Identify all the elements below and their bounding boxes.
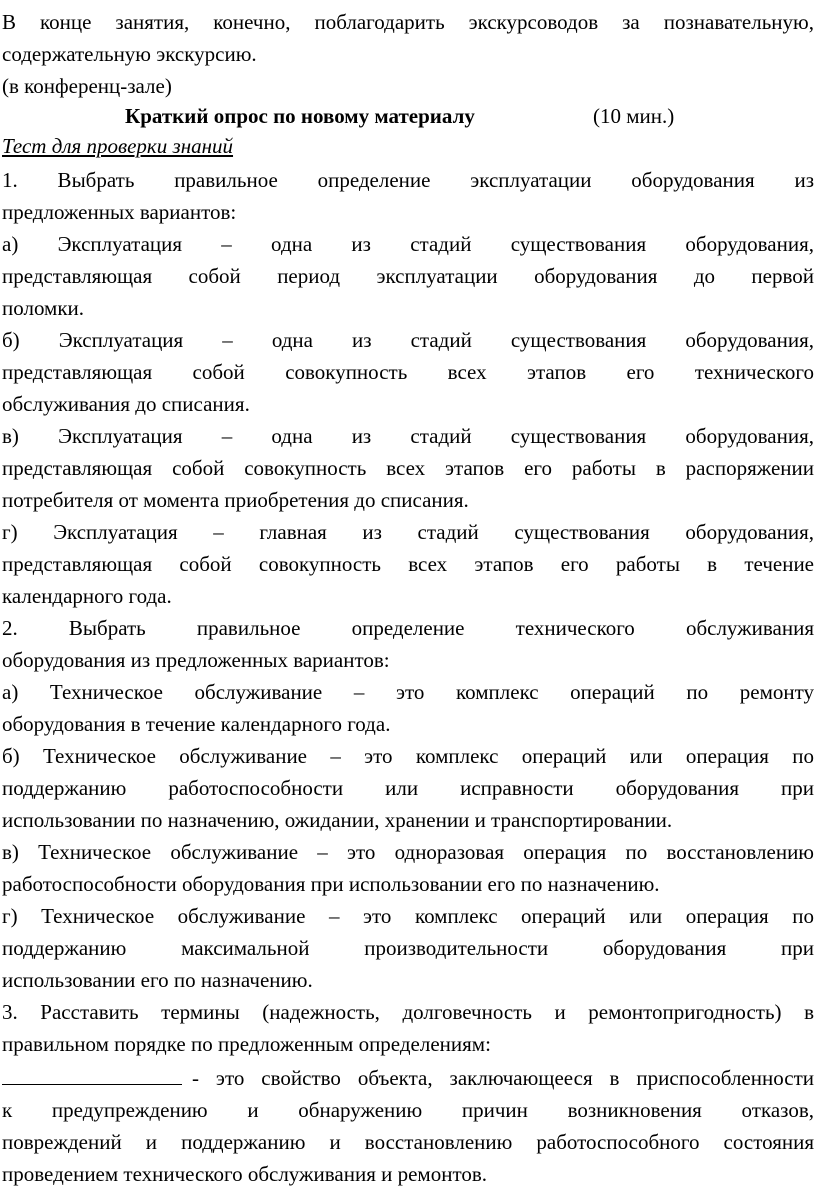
q1-option-d-line-3: календарного года.	[2, 584, 172, 608]
q2-option-d-line-2: поддержанию максимальной производительности оборудования при	[2, 936, 814, 960]
heading-time: (10 мин.)	[593, 104, 675, 128]
q3-definition-line-4: проведением технического обслуживания и ремонтов.	[2, 1162, 488, 1186]
q1-option-b-line-1: б) Эксплуатация – одна из стадий существования оборудования,	[2, 328, 814, 352]
q2-option-d-line-1: г) Техническое обслуживание – это комплекс операций или операция по	[2, 904, 814, 928]
heading-title: Краткий опрос по новому материалу	[125, 104, 475, 128]
section-heading	[2, 100, 814, 132]
q3-line-2: правильном порядке по предложенным определениям:	[2, 1032, 491, 1056]
q2-option-b-line-3: использовании по назначению, ожидании, хранении и транспортировании.	[2, 808, 673, 832]
q3-definition-line-3: повреждений и поддержанию и восстановлению работоспособного состояния	[2, 1130, 814, 1154]
q1-line-2: предложенных вариантов:	[2, 200, 237, 224]
q1-option-d-line-1: г) Эксплуатация – главная из стадий существования оборудования,	[2, 520, 814, 544]
q1-option-c-line-3: потребителя от момента приобретения до списания.	[2, 488, 469, 512]
test-subheading-text: Тест для проверки знаний	[2, 134, 234, 158]
q2-line-1: 2. Выбрать правильное определение технического обслуживания	[2, 616, 814, 640]
q1-option-c-line-2: представляющая собой совокупность всех этапов его работы в распоряжении	[2, 456, 814, 480]
q2-line-2: оборудования из предложенных вариантов:	[2, 648, 390, 672]
q2-option-a-line-2: оборудования в течение календарного года.	[2, 712, 391, 736]
q1-option-a-line-2: представляющая собой период эксплуатации оборудования до первой	[2, 264, 814, 288]
q1-option-b-line-3: обслуживания до списания.	[2, 392, 250, 416]
q2-option-b-line-1: б) Техническое обслуживание – это комплекс операций или операция по	[2, 744, 814, 768]
q3-definition-line-1	[2, 1062, 814, 1094]
q3-line-1: 3. Расставить термины (надежность, долговечность и ремонтопригодность) в	[2, 1000, 814, 1024]
intro-line-2: содержательную экскурсию.	[2, 42, 257, 66]
answer-blank[interactable]	[2, 1062, 182, 1085]
q3-definition-line-2: к предупреждению и обнаружению причин возникновения отказов,	[2, 1098, 814, 1122]
q2-option-c-line-2: работоспособности оборудования при использовании его по назначению.	[2, 872, 660, 896]
q2-option-d-line-3: использовании его по назначению.	[2, 968, 313, 992]
q3-definition-text: - это свойство объекта, заключающееся в приспособленности	[192, 1066, 814, 1090]
q2-option-a-line-1: а) Техническое обслуживание – это комплекс операций по ремонту	[2, 680, 814, 704]
intro-line-1: В конце занятия, конечно, поблагодарить экскурсоводов за познавательную,	[2, 10, 814, 34]
q2-option-b-line-2: поддержанию работоспособности или исправности оборудования при	[2, 776, 814, 800]
q1-option-b-line-2: представляющая собой совокупность всех этапов его технического	[2, 360, 814, 384]
q1-option-d-line-2: представляющая собой совокупность всех этапов его работы в течение	[2, 552, 814, 576]
intro-line-3: (в конференц-зале)	[2, 74, 172, 98]
q1-option-c-line-1: в) Эксплуатация – одна из стадий существования оборудования,	[2, 424, 814, 448]
q2-option-c-line-1: в) Техническое обслуживание – это одноразовая операция по восстановлению	[2, 840, 814, 864]
test-subheading	[2, 130, 814, 162]
q1-option-a-line-1: а) Эксплуатация – одна из стадий существования оборудования,	[2, 232, 814, 256]
q1-line-1: 1. Выбрать правильное определение эксплуатации оборудования из	[2, 168, 814, 192]
q1-option-a-line-3: поломки.	[2, 296, 85, 320]
